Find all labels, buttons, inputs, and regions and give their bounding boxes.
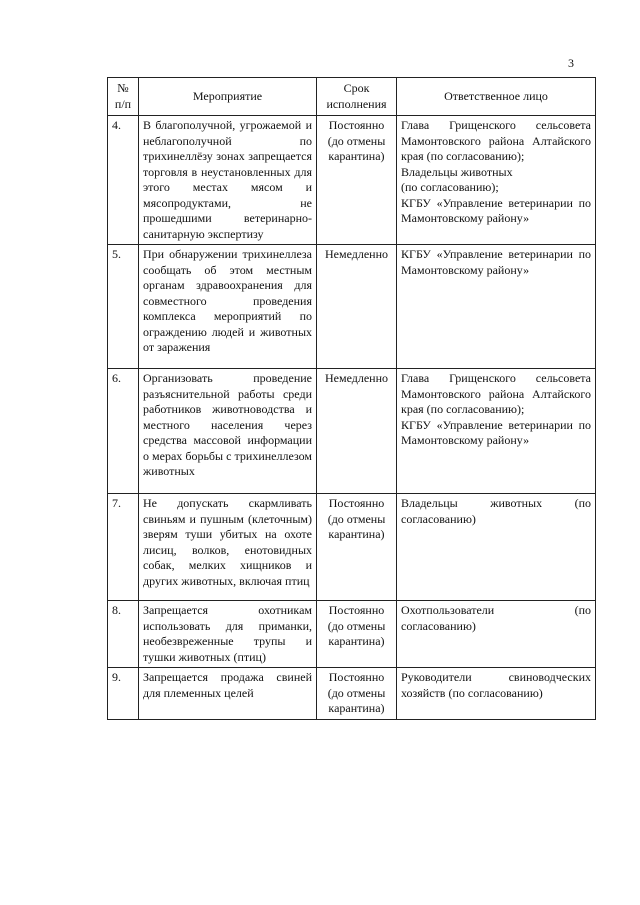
row-term: Постоянно (до отмены карантина) xyxy=(317,116,397,245)
row-number: 5. xyxy=(108,245,139,369)
row-number: 6. xyxy=(108,369,139,494)
row-term: Немедленно xyxy=(317,369,397,494)
row-activity: Организовать проведение разъяснительной работы среди работников животноводства и местного населения через средства массовой информации о мерах борьбы с трихинеллезом животных xyxy=(139,369,317,494)
row-number: 8. xyxy=(108,601,139,668)
row-responsible: КГБУ «Управление ветеринарии по Мамонтовскому району» xyxy=(397,245,596,369)
table-row xyxy=(108,369,596,494)
row-activity: Запрещается охотникам использовать для приманки, необезвреженные трупы и тушки животных (птиц) xyxy=(139,601,317,668)
row-number: 7. xyxy=(108,494,139,601)
measures-table xyxy=(107,77,596,720)
row-number: 4. xyxy=(108,116,139,245)
row-responsible: Глава Грищенского сельсовета Мамонтовского района Алтайского края (по согласованию); Владельцы животных (по согласованию); КГБУ «Управление ветеринарии по Мамонтовскому району» xyxy=(397,116,596,245)
page-number: 3 xyxy=(568,56,574,70)
row-activity: В благополучной, угрожаемой и неблагополучной по трихинеллёзу зонах запрещается торговля в неустановленных для этого местах мясом и мясопродуктами, не прошедшими ветеринарно-санитарную экспертизу xyxy=(139,116,317,245)
header-term: Срок исполнения xyxy=(317,78,397,116)
row-activity: Запрещается продажа свиней для племенных целей xyxy=(139,668,317,720)
table-row xyxy=(108,245,596,369)
row-term: Постоянно (до отмены карантина) xyxy=(317,494,397,601)
row-responsible: Руководители свиноводческих хозяйств (по согласованию) xyxy=(397,668,596,720)
header-responsible: Ответственное лицо xyxy=(397,78,596,116)
row-activity: При обнаружении трихинеллеза сообщать об этом местным органам здравоохранения для совместного проведения комплекса мероприятий по ограждению людей и животных от заражения xyxy=(139,245,317,369)
row-term: Постоянно (до отмены карантина) xyxy=(317,668,397,720)
table-header-row xyxy=(108,78,596,116)
row-responsible: Владельцы животных (по согласованию) xyxy=(397,494,596,601)
row-responsible: Глава Грищенского сельсовета Мамонтовского района Алтайского края (по согласованию); КГБУ «Управление ветеринарии по Мамонтовскому району» xyxy=(397,369,596,494)
row-term: Постоянно (до отмены карантина) xyxy=(317,601,397,668)
header-num: № п/п xyxy=(108,78,139,116)
row-responsible: Охотпользователи (по согласованию) xyxy=(397,601,596,668)
row-term: Немедленно xyxy=(317,245,397,369)
row-number: 9. xyxy=(108,668,139,720)
table-row xyxy=(108,668,596,720)
row-activity: Не допускать скармливать свиньям и пушным (клеточным) зверям туши убитых на охоте лисиц, волков, енотовидных собак, мелких хищников и других животных, включая птиц xyxy=(139,494,317,601)
table-row xyxy=(108,494,596,601)
table-row xyxy=(108,116,596,245)
table-row xyxy=(108,601,596,668)
header-activity: Мероприятие xyxy=(139,78,317,116)
